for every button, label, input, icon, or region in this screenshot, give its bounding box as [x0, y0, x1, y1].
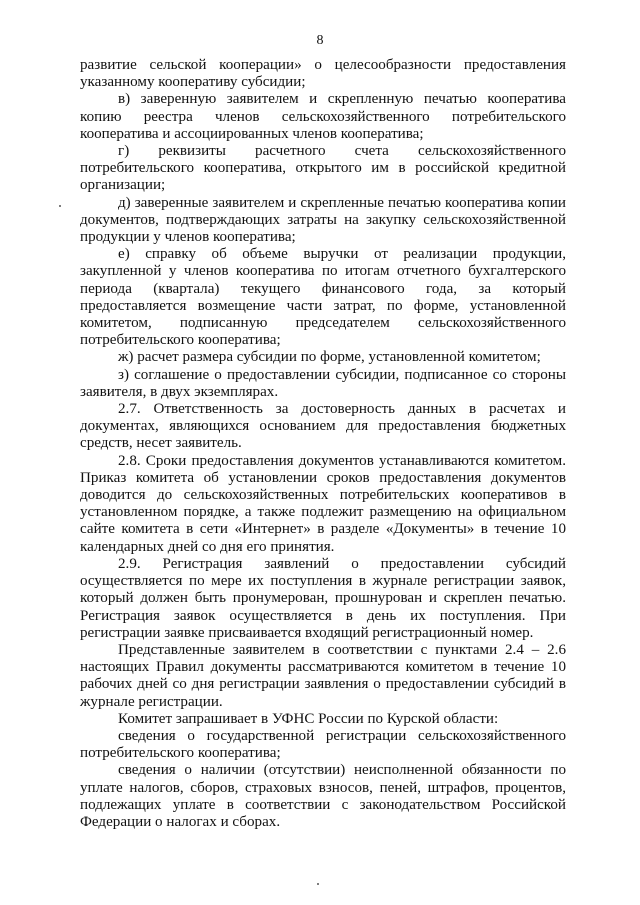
paragraph-item-v: в) заверенную заявителем и скрепленную печатью кооператива копию реестра членов сельскохозяйственного потребительского кооператива и ассоциированных членов кооператива;	[80, 91, 566, 142]
paragraph-item-zh: ж) расчет размера субсидии по форме, установленной комитетом;	[118, 349, 541, 366]
page-number: 8	[316, 33, 324, 48]
paragraph-clause-2-7: 2.7. Ответственность за достоверность данных в расчетах и документах, являющихся основанием для предоставления бюджетных средств, несет заявитель.	[80, 401, 566, 452]
paragraph-item-g: г) реквизиты расчетного счета сельскохозяйственного потребительского кооператива, открытого им в российской кредитной организации;	[80, 143, 566, 194]
scan-artifact-dot	[59, 205, 61, 207]
paragraph-registration-info: сведения о государственной регистрации сельскохозяйственного потребительского кооператива;	[80, 727, 566, 762]
paragraph-item-z: з) соглашение о предоставлении субсидии, подписанное со стороны заявителя, в двух экземплярах.	[80, 366, 566, 400]
scan-artifact-dot	[317, 883, 319, 885]
document-body	[80, 57, 566, 831]
paragraph-clause-2-8: 2.8. Сроки предоставления документов устанавливаются комитетом. Приказ комитета об установлении сроков предоставления документов доводится до сельскохозяйственных потребительских кооперативов в установленном порядке, а также подлежит размещению на официальном сайте комитета в сети «Интернет» в разделе «Документы» в течение 10 календарных дней со дня его принятия.	[80, 452, 566, 555]
paragraph-item-e: е) справку об объеме выручки от реализации продукции, закупленной у членов кооператива по итогам отчетного бухгалтерского периода (квартала) текущего финансового года, за который предоставляется возмещение части затрат, по форме, установленной комитетом, подписанную председателем сельскохозяйственного потребительского кооператива;	[80, 246, 566, 349]
paragraph-item-d: д) заверенные заявителем и скрепленные печатью кооператива копии документов, подтверждающих затраты на закупку сельскохозяйственной продукции у членов кооператива;	[80, 194, 566, 246]
paragraph-ufns-request: Комитет запрашивает в УФНС России по Курской области:	[118, 710, 499, 727]
paragraph-tax-info: сведения о наличии (отсутствии) неисполненной обязанности по уплате налогов, сборов, страховых взносов, пеней, штрафов, процентов, подлежащих уплате в соответствии с законодательством Российской Федерации о налогах и сборах.	[80, 762, 566, 830]
paragraph-review-period: Представленные заявителем в соответствии с пунктами 2.4 – 2.6 настоящих Правил документы рассматриваются комитетом в течение 10 рабочих дней со дня регистрации заявления о предоставлении субсидий в журнале регистрации.	[80, 641, 566, 710]
paragraph-clause-2-9: 2.9. Регистрация заявлений о предоставлении субсидий осуществляется по мере их поступления в журнале регистрации заявок, который должен быть пронумерован, прошнурован и скреплен печатью. Регистрация заявок осуществляется в день их поступления. При регистрации заявке присваивается входящий регистрационный номер.	[80, 555, 566, 641]
paragraph-continuation: развитие сельской кооперации» о целесообразности предоставления указанному кооперативу субсидии;	[80, 57, 566, 91]
